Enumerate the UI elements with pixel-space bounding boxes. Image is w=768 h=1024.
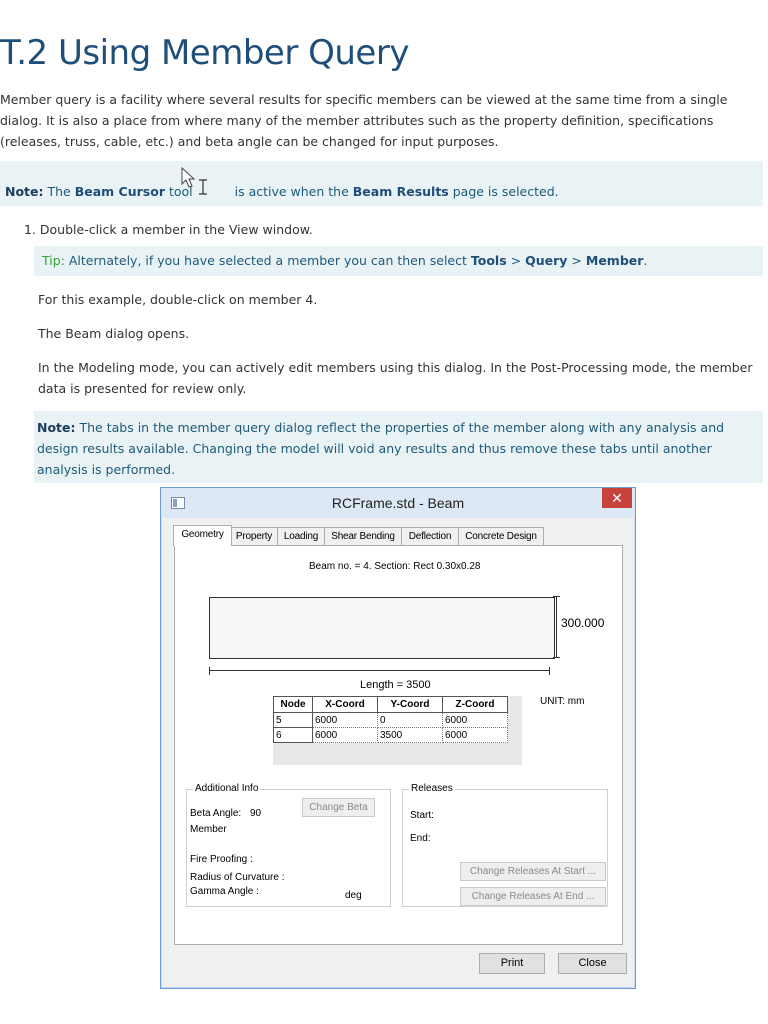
- length-dimension: [209, 670, 550, 671]
- fire-proofing-label: Fire Proofing :: [190, 854, 253, 865]
- tip-box: [34, 246, 763, 276]
- note-text: The tabs in the member query dialog reflect the properties of the member along with any analysis and design results available. Changing the model will void any results and thus remove these tabs until another analysis is performed.: [37, 420, 725, 477]
- col-header: X-Coord: [313, 697, 378, 713]
- print-button[interactable]: Print: [479, 953, 545, 974]
- tab-concrete-design[interactable]: Concrete Design: [458, 527, 544, 545]
- y-cell[interactable]: 3500: [378, 728, 443, 743]
- menu-separator: >: [571, 253, 582, 268]
- z-cell[interactable]: 6000: [443, 713, 508, 728]
- beta-angle-label: Beta Angle:: [190, 808, 242, 819]
- note-text: [5, 184, 559, 199]
- group-legend: Additional Info: [195, 783, 259, 794]
- coords-table: [273, 696, 508, 743]
- tip-text: Alternately, if you have selected a member you can then select: [68, 253, 467, 268]
- tip-label: Tip:: [42, 253, 65, 268]
- z-cell[interactable]: 6000: [443, 728, 508, 743]
- close-icon[interactable]: ✕: [602, 488, 632, 508]
- x-cell[interactable]: 6000: [313, 713, 378, 728]
- node-cell[interactable]: 6: [274, 728, 313, 743]
- gamma-angle-label: Gamma Angle :: [190, 886, 259, 897]
- coords-grid: [273, 696, 522, 765]
- length-label: Length = 3500: [360, 679, 431, 691]
- beam-elevation: [209, 597, 555, 659]
- tab-geometry[interactable]: Geometry: [173, 525, 232, 546]
- col-header: Z-Coord: [443, 697, 508, 713]
- tab-property[interactable]: Property: [230, 527, 278, 545]
- beam-dialog: [160, 487, 636, 989]
- node-cell[interactable]: 5: [274, 713, 313, 728]
- para-modes: In the Modeling mode, you can actively edit members using this dialog. In the Post-Processing mode, the member data is presented for review only.: [38, 360, 753, 396]
- note-text-mid: tool: [168, 184, 193, 199]
- member-label: Member: [190, 824, 227, 835]
- releases-group: [402, 783, 608, 907]
- para-dialog-opens: The Beam dialog opens.: [38, 326, 190, 341]
- change-releases-end-button[interactable]: Change Releases At End ...: [460, 887, 606, 906]
- note-label: Note:: [5, 184, 44, 199]
- menu-member: Member: [585, 253, 644, 268]
- col-header: Node: [274, 697, 313, 713]
- close-button[interactable]: Close: [558, 953, 627, 974]
- dialog-titlebar[interactable]: [161, 488, 635, 518]
- note-text-pre: The: [47, 184, 71, 199]
- para-example: For this example, double-click on member 4.: [38, 292, 318, 307]
- menu-separator: >: [510, 253, 522, 268]
- unit-label: UNIT: mm: [540, 696, 585, 707]
- change-releases-start-button[interactable]: Change Releases At Start ...: [460, 862, 606, 881]
- tip-period: .: [643, 253, 648, 268]
- depth-label: 300.000: [561, 616, 605, 630]
- note-beam-cursor: [0, 161, 763, 206]
- change-beta-button[interactable]: Change Beta: [302, 798, 375, 817]
- menu-query: Query: [525, 253, 568, 268]
- step-1: 1. Double-click a member in the View window.: [24, 222, 313, 237]
- col-header: Y-Coord: [378, 697, 443, 713]
- dialog-title: RCFrame.std - Beam: [331, 495, 465, 511]
- release-start-label: Start:: [410, 810, 434, 821]
- depth-dimension: [556, 596, 559, 658]
- beta-angle-value: 90: [250, 808, 262, 819]
- page-title: T.2 Using Member Query: [0, 33, 409, 73]
- tab-loading[interactable]: Loading: [277, 527, 325, 545]
- group-legend: Releases: [411, 783, 453, 794]
- x-cell[interactable]: 6000: [313, 728, 378, 743]
- geometry-panel: [174, 545, 623, 945]
- table-row[interactable]: [274, 713, 508, 728]
- note-text-post: is active when the: [234, 184, 349, 199]
- tab-deflection[interactable]: Deflection: [401, 527, 459, 545]
- deg-unit: deg: [345, 890, 362, 901]
- beam-results-term: Beam Results: [352, 184, 449, 199]
- table-row[interactable]: [274, 728, 508, 743]
- additional-info-group: [186, 783, 391, 907]
- release-end-label: End:: [410, 833, 431, 844]
- y-cell[interactable]: 0: [378, 713, 443, 728]
- note-text-end: page is selected.: [452, 184, 559, 199]
- menu-tools: Tools: [470, 253, 507, 268]
- beam-cursor-term: Beam Cursor: [74, 184, 165, 199]
- tab-shear-bending[interactable]: Shear Bending: [324, 527, 402, 545]
- note-tabs: [34, 411, 763, 483]
- note-label: Note:: [37, 420, 76, 435]
- beam-info: Beam no. = 4. Section: Rect 0.30x0.28: [309, 561, 481, 572]
- radius-of-curvature-label: Radius of Curvature :: [190, 872, 285, 883]
- intro-paragraph: Member query is a facility where several results for specific members can be viewed at the same time from a single dialog. It is also a place from where many of the member attributes such as the property definition, specifications (releases, truss, cable, etc.) and beta angle can be changed for input purposes.: [0, 92, 728, 149]
- beam-cursor-icon: [180, 166, 210, 196]
